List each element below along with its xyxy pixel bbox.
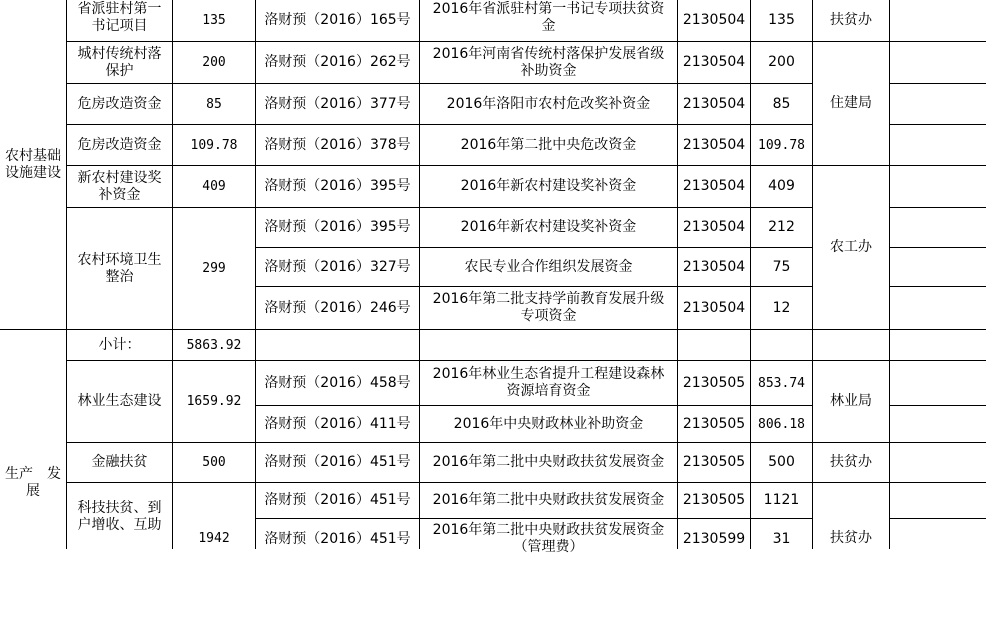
subject-code: 2130504 [682, 178, 746, 194]
fund-name: 2016年第二批支持学前教育发展升级 专项资金 [432, 291, 665, 324]
project-amount: 109.78 [190, 137, 238, 153]
fund-name: 2016年河南省传统村落保护发展省级 补助资金 [432, 45, 665, 79]
grid-line [889, 124, 986, 125]
department: 扶贫办 [830, 12, 872, 28]
document-number: 洛财预（2016）165号 [264, 12, 411, 28]
subtotal-label: 小计： [98, 336, 141, 353]
document-number: 洛财预（2016）451号 [264, 454, 411, 470]
fund-name: 2016年新农村建设奖补资金 [460, 178, 637, 194]
department: 扶贫办 [830, 454, 872, 470]
subtotal-amount: 5863.92 [186, 337, 242, 353]
project-name: 农村环境卫生 整治 [77, 251, 162, 285]
section-label: 农村基础 设施建设 [5, 147, 61, 181]
department: 农工办 [830, 239, 872, 255]
fund-amount: 806.18 [758, 416, 805, 432]
subject-code: 2130504 [682, 95, 746, 112]
grid-line [889, 83, 986, 84]
document-number: 洛财预（2016）377号 [264, 95, 411, 112]
subject-code: 2130505 [682, 415, 746, 432]
subject-code: 2130504 [682, 258, 746, 275]
department: 林业局 [830, 393, 872, 409]
project-amount: 135 [202, 13, 226, 28]
project-amount: 1659.92 [186, 394, 242, 409]
project-name: 城村传统村落 保护 [77, 45, 162, 79]
grid-line [889, 405, 986, 406]
department: 扶贫办 [830, 529, 872, 546]
subject-code: 2130599 [682, 530, 746, 547]
fund-amount: 1121 [763, 492, 800, 508]
document-number: 洛财预（2016）411号 [264, 415, 411, 432]
document-number: 洛财预（2016）395号 [264, 178, 411, 194]
fund-name: 2016年省派驻村第一书记专项扶贫资 金 [432, 0, 665, 34]
project-name: 科技扶贫、到 户增收、互助 [77, 500, 162, 533]
project-amount: 409 [202, 179, 226, 194]
grid-line [889, 247, 986, 248]
fund-amount: 212 [768, 219, 795, 235]
fund-amount: 109.78 [758, 137, 805, 153]
fund-name: 2016年第二批中央危改资金 [460, 136, 637, 153]
project-name: 危房改造资金 [77, 95, 162, 112]
subject-code: 2130504 [682, 54, 746, 70]
document-number: 洛财预（2016）327号 [264, 258, 411, 275]
project-amount: 500 [202, 455, 226, 470]
document-number: 洛财预（2016）262号 [264, 54, 411, 70]
document-number: 洛财预（2016）246号 [264, 299, 411, 316]
grid-line [889, 286, 986, 287]
fund-amount: 500 [768, 454, 795, 470]
fund-amount: 409 [768, 178, 795, 194]
project-amount: 299 [202, 261, 226, 276]
fund-amount: 85 [772, 95, 791, 112]
subject-code: 2130504 [682, 299, 746, 316]
grid-line [889, 207, 986, 208]
fund-amount: 12 [772, 299, 791, 316]
document-number: 洛财预（2016）395号 [264, 219, 411, 235]
fund-amount: 853.74 [758, 375, 805, 391]
project-amount: 1942 [198, 530, 230, 546]
document-number: 洛财预（2016）451号 [264, 530, 411, 547]
fund-name: 2016年第二批中央财政扶贫发展资金 （管理费） [432, 522, 665, 555]
project-name: 新农村建设奖 补资金 [77, 169, 162, 203]
subject-code: 2130505 [682, 492, 746, 508]
fund-name: 2016年第二批中央财政扶贫发展资金 [432, 492, 665, 508]
fund-name: 2016年洛阳市农村危改奖补资金 [446, 95, 651, 112]
fund-name: 农民专业合作组织发展资金 [464, 258, 633, 275]
document-number: 洛财预（2016）458号 [264, 374, 411, 391]
subject-code: 2130505 [682, 454, 746, 470]
document-number: 洛财预（2016）378号 [264, 136, 411, 153]
document-number: 洛财预（2016）451号 [264, 492, 411, 508]
fund-name: 2016年中央财政林业补助资金 [453, 415, 644, 432]
subject-code: 2130504 [682, 219, 746, 235]
department: 住建局 [830, 95, 872, 111]
project-name: 金融扶贫 [91, 454, 148, 470]
project-name: 危房改造资金 [77, 136, 162, 153]
fund-name: 2016年第二批中央财政扶贫发展资金 [432, 454, 665, 470]
project-name: 林业生态建设 [77, 393, 162, 409]
grid-line [889, 41, 986, 42]
grid-line [889, 518, 986, 519]
section-label: 生产 发 展 [5, 465, 61, 499]
fund-amount: 200 [768, 54, 795, 70]
project-name: 省派驻村第一 书记项目 [77, 0, 162, 34]
fund-name: 2016年林业生态省提升工程建设森林 资源培育资金 [432, 366, 665, 399]
project-amount: 85 [206, 96, 222, 112]
fund-amount: 135 [768, 12, 795, 28]
project-amount: 200 [202, 55, 226, 70]
subject-code: 2130505 [682, 374, 746, 391]
subject-code: 2130504 [682, 12, 746, 28]
fund-name: 2016年新农村建设奖补资金 [460, 219, 637, 235]
subject-code: 2130504 [682, 136, 746, 153]
fund-amount: 75 [772, 258, 791, 275]
fund-amount: 31 [772, 530, 791, 547]
